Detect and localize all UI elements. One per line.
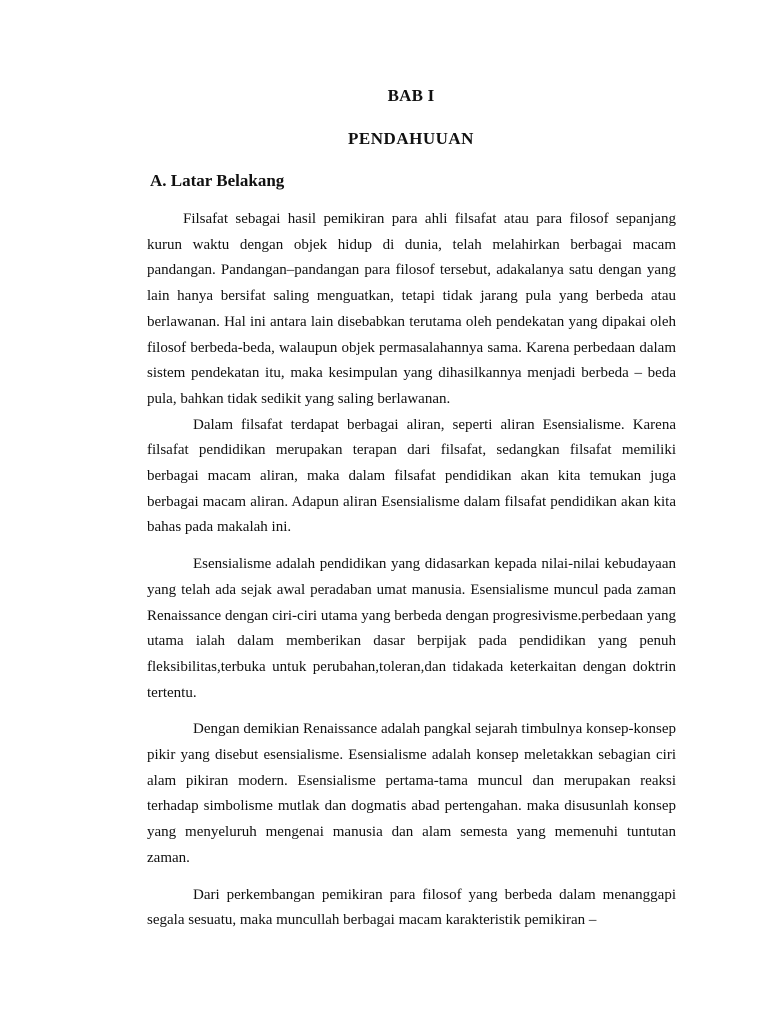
paragraph-4: Dengan demikian Renaissance adalah pangkal sejarah timbulnya konsep-konsep pikir yang disebut esensialisme. Esensialisme adalah konsep meletakkan sebagian ciri alam pikiran modern. Esensialisme pertama-tama muncul dan merupakan reaksi terhadap simbolisme mutlak dan dogmatis abad pertengahan. maka disusunlah konsep yang menyeluruh mengenai manusia dan alam semesta yang memenuhi tuntutan zaman. bbox=[147, 721, 676, 866]
section-heading: A. Latar Belakang bbox=[150, 171, 285, 190]
paragraph-1: Filsafat sebagai hasil pemikiran para ahli filsafat atau para filosof sepanjang kurun waktu dengan objek hidup di dunia, telah melahirkan berbagai macam pandangan. Pandangan–pandangan para filosof tersebut, adakalanya satu dengan yang lain hanya bersifat saling menguatkan, tetapi tidak jarang pula yang berbeda atau berlawanan. Hal ini antara lain disebabkan terutama oleh pendekatan yang dipakai oleh filosof berbeda-beda, walaupun objek permasalahannya sama. Karena perbedaan dalam sistem pendekatan itu, maka kesimpulan yang dihasilkannya menjadi berbeda – beda pula, bahkan tidak sedikit yang saling berlawanan. bbox=[147, 211, 676, 407]
chapter-number: BAB I bbox=[387, 86, 435, 105]
paragraph-2: Dalam filsafat terdapat berbagai aliran, seperti aliran Esensialisme. Karena filsafat pendidikan merupakan terapan dari filsafat, sedangkan filsafat memiliki berbagai macam aliran, maka dalam filsafat pendidikan akan kita temukan juga berbagai macam aliran. Adapun aliran Esensialisme dalam filsafat pendidikan akan kita bahas pada makalah ini. bbox=[147, 416, 676, 536]
paragraph-3: Esensialisme adalah pendidikan yang didasarkan kepada nilai-nilai kebudayaan yang telah ada sejak awal peradaban umat manusia. Esensialisme muncul pada zaman Renaissance dengan ciri-ciri utama yang berbeda dengan progresivisme.perbedaan yang utama ialah dalam memberikan dasar berpijak pada pendidikan yang penuh fleksibilitas,terbuka untuk perubahan,toleran,dan tidakada keterkaitan dengan doktrin tertentu. bbox=[147, 556, 676, 701]
paragraph-5: Dari perkembangan pemikiran para filosof yang berbeda dalam menanggapi segala sesuatu, maka muncullah berbagai macam karakteristik pemikiran – bbox=[147, 886, 676, 929]
body-text bbox=[147, 207, 676, 934]
chapter-title: PENDAHUUAN bbox=[348, 129, 474, 148]
